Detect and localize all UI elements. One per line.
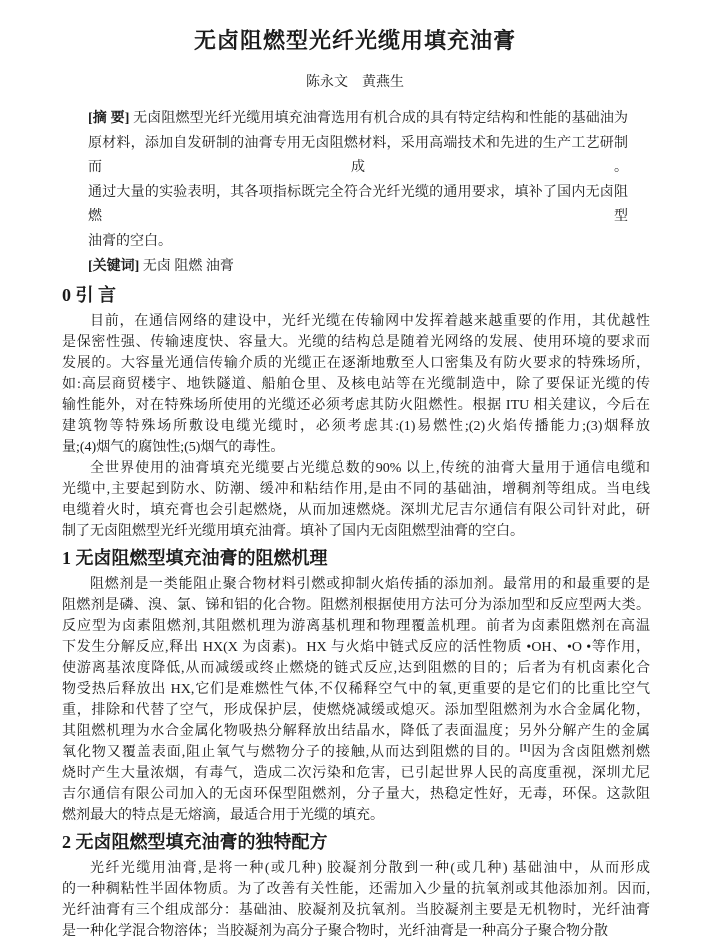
- text-line: 制了无卤阻燃型光纤光缆用填充油膏。填补了国内无卤阻燃型油膏的空白。: [62, 524, 524, 540]
- text-line: [62, 742, 650, 763]
- text-line: 通过大量的实验表明，其各项指标既完全符合光纤光缆的通用要求，填补了国内无卤阻燃型: [88, 184, 628, 225]
- text-line: 光纤光缆用油膏,是将一种(或几种) 胶凝剂分散到一种(或几种) 基础油中，从而形成: [90, 861, 650, 877]
- paragraph: [62, 858, 650, 942]
- text-line: 光缆中,主要起到防水、防潮、缓冲和粘结作用,是由不同的基础油，增稠剂等组成。当电线: [62, 482, 650, 498]
- text-line: 使游离基浓度降低,从而减缓或终止燃烧的链式反应,达到阻燃的目的；后者为有机卤素化合: [62, 661, 650, 677]
- text-line: 阻燃剂是磷、溴、氯、锑和铝的化合物。阻燃剂根据使用方法可分为添加型和反应型两大类。: [62, 598, 650, 614]
- text-line: [88, 107, 628, 132]
- text-line: 是保密性强、传输速度快、容量大。光缆的结构总是随着光网络的发展、使用环境的要求而: [62, 335, 650, 351]
- section-heading: 0 引 言: [62, 285, 116, 306]
- line-post: 因为含卤阻燃剂燃: [530, 745, 651, 761]
- section-heading: 1 无卤阻燃型填充油膏的阻燃机理: [62, 548, 328, 569]
- text-line: 全世界使用的油膏填充光缆要占光缆总数的90% 以上,传统的油膏大量用于通信电缆和: [90, 461, 650, 477]
- text-line: 量;(4)烟气的腐蚀性;(5)烟气的毒性。: [62, 440, 285, 456]
- citation-marker: [1]: [519, 742, 531, 753]
- text-line: 是一种化学混合物溶体；当胶凝剂为高分子聚合物时，光纤油膏是一种高分子聚合物分散: [62, 924, 608, 940]
- text-line: 原材料，添加自发研制的油膏专用无卤阻燃材料，采用高端技术和先进的生产工艺研制而成。: [88, 135, 628, 176]
- paper-title: 无卤阻燃型光纤光缆用填充油膏: [193, 28, 516, 53]
- text-line: 其阻燃机理为水合金属化物吸热分解释放出结晶水，降低了表面温度；另外分解产生的金属: [62, 724, 650, 740]
- text-line: 的一种稠粘性半固体物质。为了改善有关性能，还需加入少量的抗氧剂或其他添加剂。因而,: [62, 882, 650, 898]
- abstract-block: [88, 107, 628, 279]
- section-heading: 2 无卤阻燃型填充油膏的独特配方: [62, 832, 328, 853]
- text-line: 输性能外，对在特殊场所使用的光缆还必须考虑其防火阻燃性。根据 ITU 相关建议，今后在: [62, 398, 650, 414]
- text-line: 物受热后释放出 HX,它们是难燃性气体,不仅稀释空气中的氧,更重要的是它们的比重比空气: [62, 682, 650, 698]
- paper-body: [62, 283, 650, 942]
- text-line: 重，排除和代替了空气，形成保护层，使燃烧减缓或熄灭。添加型阻燃剂为水合金属化物，: [62, 703, 650, 719]
- text-line: 烧时产生大量浓烟，有毒气，造成二次污染和危害，已引起世界人民的高度重视，深圳尤尼: [62, 766, 650, 782]
- text-line: 反应型为卤素阻燃剂,其阻燃机理为游离基机理和物理覆盖机理。前者为卤素阻燃剂在高温: [62, 619, 650, 635]
- label-text: 无卤阻燃型光纤光缆用填充油膏选用有机合成的具有特定结构和性能的基础油为: [133, 111, 629, 126]
- text-line: 建筑物等特殊场所敷设电缆光缆时，必须考虑其:(1)易燃性;(2)火焰传播能力;(3)烟释放: [62, 419, 650, 435]
- text-line: 阻燃剂是一类能阻止聚合物材料引燃或抑制火焰传插的添加剂。最常用的和最重要的是: [90, 577, 650, 593]
- label-bold: [关键词]: [88, 258, 143, 274]
- text-line: 下发生分解反应,释出 HX(X 为卤素)。HX 与火焰中链式反应的活性物质 •OH、•O •等作用，: [62, 640, 650, 656]
- paragraph: [62, 458, 650, 542]
- text-line: [88, 255, 628, 280]
- paragraph: [62, 574, 650, 826]
- text-line: 如:高层商贸楼宇、地铁隧道、船舶仓里、及核电站等在光缆制造中，除了要保证光缆的传: [62, 377, 650, 393]
- text-line: 发展的。大容量光通信传输介质的光缆正在逐渐地敷至人口密集及有防火要求的特殊场所，: [62, 356, 650, 372]
- paper-authors: 陈永文 黄燕生: [306, 75, 404, 90]
- label-bold: [摘 要]: [88, 111, 134, 126]
- text-line: 吉尔通信有限公司加入的无卤环保型阻燃剂，分子量大，热稳定性好，无毒，环保。这款阻: [62, 787, 650, 803]
- line-pre: 氧化物又覆盖表面,阻止氧气与燃物分子的接触,从而达到阻燃的目的。: [62, 745, 520, 761]
- text-line: 光纤油膏有三个组成部分：基础油、胶凝剂及抗氧剂。当胶凝剂主要是无机物时，光纤油膏: [62, 903, 650, 919]
- text-line: 目前，在通信网络的建设中，光纤光缆在传输网中发挥着越来越重要的作用，其优越性: [90, 314, 650, 330]
- paragraph: [62, 311, 650, 458]
- text-line: 燃剂最大的特点是无熔滴，最适合用于光缆的填充。: [62, 808, 384, 824]
- text-line: 油膏的空白。: [88, 233, 172, 249]
- label-text: 无卤 阻燃 油膏: [142, 258, 234, 274]
- text-line: 电缆着火时，填充膏也会引起燃烧，从而加速燃烧。深圳尤尼吉尔通信有限公司针对此，研: [62, 503, 650, 519]
